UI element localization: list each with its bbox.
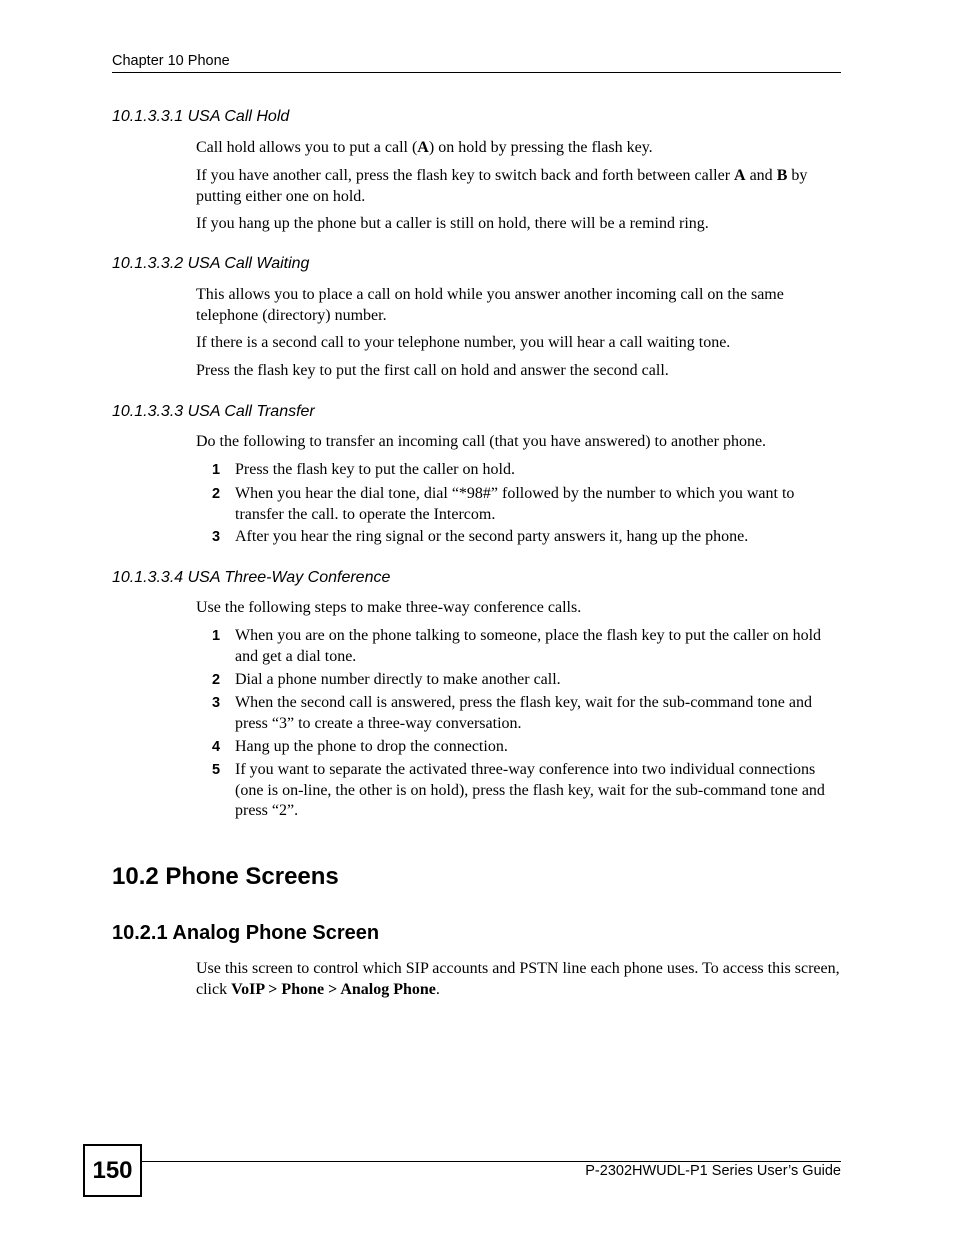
text-run: .: [435, 980, 440, 998]
footer-guide-title: P-2302HWUDL-P1 Series User’s Guide: [585, 1163, 841, 1179]
page-number: 150: [83, 1144, 142, 1197]
step-number: 2: [212, 672, 221, 688]
step-text: When you are on the phone talking to someone, place the flash key to put the caller on hold and get a dial tone.: [235, 627, 822, 665]
step-text: Press the flash key to put the caller on hold.: [235, 461, 515, 478]
step-number: 1: [212, 628, 221, 644]
call-hold-paragraph-1: [196, 138, 841, 159]
list-item: [196, 527, 841, 548]
call-transfer-intro: Do the following to transfer an incoming call (that you have answered) to another phone.: [196, 433, 767, 450]
caller-b-bold: B: [776, 167, 788, 184]
text-run: Call hold allows you to put a call (: [196, 139, 418, 156]
step-number: 1: [212, 462, 221, 478]
text-run: Use this screen to control which SIP accounts and PSTN line each phone uses. To access this screen, click: [196, 960, 840, 998]
list-item: [196, 670, 841, 691]
heading-usa-three-way-conference: 10.1.3.3.4 USA Three-Way Conference: [112, 569, 391, 586]
step-text: Hang up the phone to drop the connection.: [235, 738, 508, 755]
running-header: Chapter 10 Phone: [112, 52, 841, 73]
step-text: After you hear the ring signal or the second party answers it, hang up the phone.: [235, 528, 749, 545]
heading-analog-phone-screen: 10.2.1 Analog Phone Screen: [112, 922, 380, 944]
text-run: and: [745, 167, 777, 184]
heading-usa-call-waiting: 10.1.3.3.2 USA Call Waiting: [112, 255, 310, 272]
call-hold-paragraph-3: If you hang up the phone but a caller is still on hold, there will be a remind ring.: [196, 215, 709, 232]
list-item: [196, 484, 841, 525]
list-item: [196, 693, 841, 734]
list-item: [196, 737, 841, 758]
call-waiting-paragraph-2: If there is a second call to your telephone number, you will hear a call waiting tone.: [196, 334, 731, 351]
step-number: 4: [212, 739, 221, 755]
list-item: [196, 460, 841, 481]
text-run: ) on hold by pressing the flash key.: [428, 139, 653, 156]
step-text: When the second call is answered, press the flash key, wait for the sub-command tone and press “3” to create a three-way conversation.: [235, 694, 812, 732]
text-run: If you have another call, press the flash key to switch back and forth between caller: [196, 167, 735, 184]
step-number: 3: [212, 695, 221, 711]
step-number: 5: [212, 762, 221, 778]
heading-usa-call-transfer: 10.1.3.3.3 USA Call Transfer: [112, 403, 315, 420]
list-item: [196, 626, 841, 667]
step-number: 2: [212, 486, 221, 502]
conference-intro: Use the following steps to make three-way conference calls.: [196, 599, 582, 616]
caller-a-bold: A: [417, 139, 429, 156]
call-waiting-paragraph-1: This allows you to place a call on hold while you answer another incoming call on the same telephone (directory) number.: [196, 286, 784, 324]
caller-a-bold: A: [734, 167, 746, 184]
step-text: Dial a phone number directly to make another call.: [235, 671, 561, 688]
heading-phone-screens: 10.2 Phone Screens: [112, 863, 339, 890]
list-item: [196, 760, 841, 822]
call-hold-paragraph-2: [196, 166, 841, 207]
menu-path-bold: VoIP > Phone > Analog Phone: [231, 980, 436, 998]
heading-usa-call-hold: 10.1.3.3.1 USA Call Hold: [112, 108, 290, 125]
step-number: 3: [212, 529, 221, 545]
call-waiting-paragraph-3: Press the flash key to put the first call on hold and answer the second call.: [196, 362, 669, 379]
analog-phone-paragraph: [196, 959, 841, 1000]
text-run: by putting either one on hold.: [196, 167, 808, 205]
step-text: When you hear the dial tone, dial “*98#” followed by the number to which you want to transfer the call. to operate the Intercom.: [235, 485, 795, 523]
step-text: If you want to separate the activated three-way conference into two individual connections (one is on-line, the other is on hold), press the flash key, wait for the sub-command tone and press “2”.: [235, 761, 825, 819]
